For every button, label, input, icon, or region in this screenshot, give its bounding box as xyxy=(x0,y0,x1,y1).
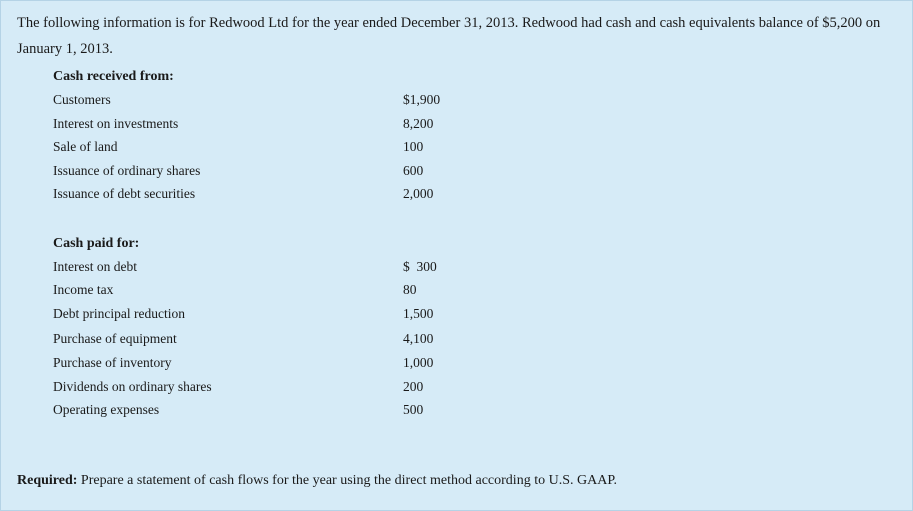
received-label: Issuance of ordinary shares xyxy=(53,163,201,178)
paid-amount: 200 xyxy=(403,379,424,394)
received-amount: 8,200 xyxy=(403,116,434,131)
paid-label: Purchase of inventory xyxy=(53,355,172,370)
paid-label: Operating expenses xyxy=(53,402,160,417)
paid-amount: 1,000 xyxy=(403,355,434,370)
paid-label: Debt principal reduction xyxy=(53,306,185,321)
received-label: Issuance of debt securities xyxy=(53,186,196,201)
paid-row xyxy=(53,379,473,401)
paid-amount: 80 xyxy=(403,282,417,297)
paid-amount: $ 300 xyxy=(403,259,437,274)
paid-row xyxy=(53,306,473,328)
received-label: Sale of land xyxy=(53,139,118,154)
paid-label: Income tax xyxy=(53,282,114,297)
received-row xyxy=(53,139,473,161)
paid-label: Purchase of equipment xyxy=(53,331,177,346)
paid-amount: 500 xyxy=(403,402,424,417)
intro-text: The following information is for Redwood Ltd for the year ended December 31, 2013. Redwood had cash and cash equivalents balance of $5,200 on January 1, 2013. xyxy=(17,15,881,57)
received-amount: 2,000 xyxy=(403,186,434,201)
received-amount: 600 xyxy=(403,163,424,178)
received-amount: $1,900 xyxy=(403,92,441,107)
required-label: Required: xyxy=(17,473,78,488)
paid-row xyxy=(53,259,473,281)
received-row xyxy=(53,116,473,138)
paid-amount: 1,500 xyxy=(403,306,434,321)
required-text: Prepare a statement of cash flows for the year using the direct method according to U.S. GAAP. xyxy=(77,473,618,488)
paid-label: Dividends on ordinary shares xyxy=(53,379,212,394)
paid-row xyxy=(53,331,473,353)
paid-row xyxy=(53,282,473,304)
required-instruction xyxy=(17,473,617,489)
received-label: Interest on investments xyxy=(53,116,179,131)
received-row xyxy=(53,186,473,208)
received-amount: 100 xyxy=(403,139,424,154)
received-row xyxy=(53,163,473,185)
cash-paid-heading: Cash paid for: xyxy=(53,236,140,251)
paid-label: Interest on debt xyxy=(53,259,137,274)
received-row xyxy=(53,92,473,114)
paid-row xyxy=(53,355,473,377)
paid-amount: 4,100 xyxy=(403,331,434,346)
paid-row xyxy=(53,402,473,424)
received-label: Customers xyxy=(53,92,111,107)
cash-received-heading: Cash received from: xyxy=(53,69,174,84)
